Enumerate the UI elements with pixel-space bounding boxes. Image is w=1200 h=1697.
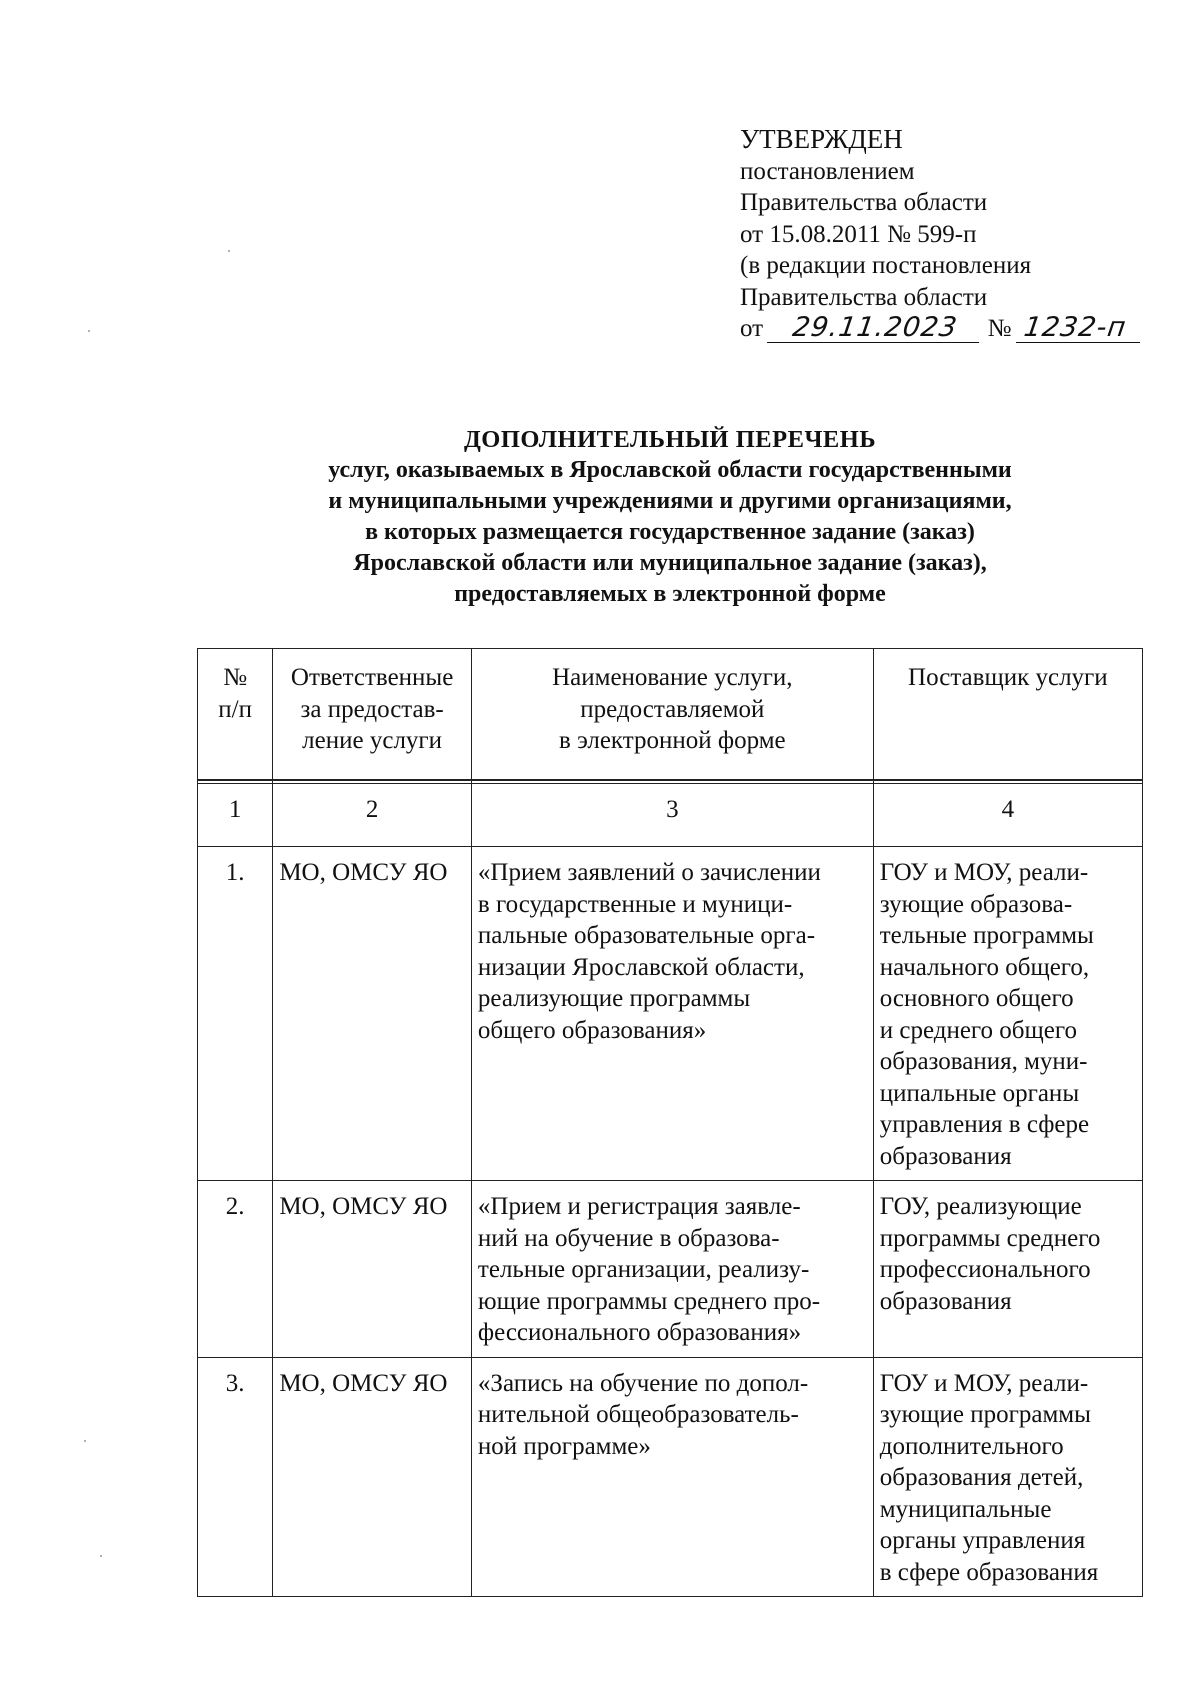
approval-line-5: (в редакции постановления xyxy=(740,252,1032,279)
column-number-cell: 4 xyxy=(873,784,1142,847)
provider-cell: ГОУ, реализующие программы среднего профессионального образования xyxy=(873,1181,1142,1358)
column-number-row xyxy=(198,784,1143,847)
approval-line-4: от 15.08.2011 № 599-п xyxy=(740,220,977,248)
column-number-cell: 2 xyxy=(273,784,472,847)
scan-speck xyxy=(84,1440,86,1442)
title-line: Ярославской области или муниципальное задание (заказ), xyxy=(353,550,987,576)
approval-title: УТВЕРЖДЕН xyxy=(740,124,903,154)
title-line: и муниципальными учреждениями и другими организациями, xyxy=(328,488,1012,514)
approval-line-6: Правительства области xyxy=(740,283,988,311)
approval-line-2: постановлением xyxy=(740,157,915,185)
approval-from-prefix: от xyxy=(740,315,764,342)
row-number-cell: 2. xyxy=(198,1181,273,1358)
handwritten-date: 29.11.2023 xyxy=(767,314,983,343)
service-cell: «Запись на обучение по допол- нительной общеобразователь- ной программе» xyxy=(471,1357,873,1597)
table-header-row xyxy=(198,649,1143,781)
service-cell: «Прием заявлений о зачислении в государственные и муници- пальные образовательные орга- низации Ярославской области, реализующие программы общего образования» xyxy=(471,847,873,1181)
provider-cell: ГОУ и МОУ, реали- зующие программы дополнительного образования детей, муниципальные органы управления в сфере образования xyxy=(873,1357,1142,1597)
header-cell-number: № п/п xyxy=(198,649,273,781)
responsible-cell: МО, ОМСУ ЯО xyxy=(273,1357,472,1597)
column-number-cell: 3 xyxy=(471,784,873,847)
approval-line-3: Правительства области xyxy=(740,189,988,216)
approval-date-line xyxy=(740,313,1142,345)
responsible-cell: МО, ОМСУ ЯО xyxy=(273,847,472,1181)
approval-number-sign: № xyxy=(987,315,1012,342)
header-cell-service: Наименование услуги, предоставляемой в электронной форме xyxy=(471,649,873,781)
scan-speck xyxy=(228,250,230,252)
column-number-cell: 1 xyxy=(198,784,273,847)
responsible-cell: МО, ОМСУ ЯО xyxy=(273,1181,472,1358)
services-table xyxy=(197,648,1143,1597)
title-heading: ДОПОЛНИТЕЛЬНЫЙ ПЕРЕЧЕНЬ xyxy=(463,426,877,453)
provider-cell: ГОУ и МОУ, реали- зующие образова- тельные программы начального общего, основного общего и среднего общего образования, муни- ципальные органы управления в сфере образования xyxy=(873,847,1142,1181)
scan-speck xyxy=(100,1555,102,1557)
title-line: предоставляемых в электронной форме xyxy=(454,581,886,607)
header-cell-provider: Поставщик услуги xyxy=(873,649,1142,781)
title-line: услуг, оказываемых в Ярославской области государственными xyxy=(328,457,1012,483)
title-line: в которых размещается государственное задание (заказ) xyxy=(365,519,975,545)
table-row xyxy=(198,1181,1143,1358)
row-number-cell: 1. xyxy=(198,847,273,1181)
document-title xyxy=(170,424,1170,610)
approval-block xyxy=(740,124,1142,345)
scan-speck xyxy=(88,330,90,332)
service-cell: «Прием и регистрация заявле- ний на обучение в образова- тельные организации, реализу- ющие программы среднего про- фессионального образования» xyxy=(471,1181,873,1358)
table-row xyxy=(198,847,1143,1181)
handwritten-number: 1232-п xyxy=(1016,314,1144,343)
header-cell-responsible: Ответственные за предостав- ление услуги xyxy=(273,649,472,781)
row-number-cell: 3. xyxy=(198,1357,273,1597)
table-row xyxy=(198,1357,1143,1597)
